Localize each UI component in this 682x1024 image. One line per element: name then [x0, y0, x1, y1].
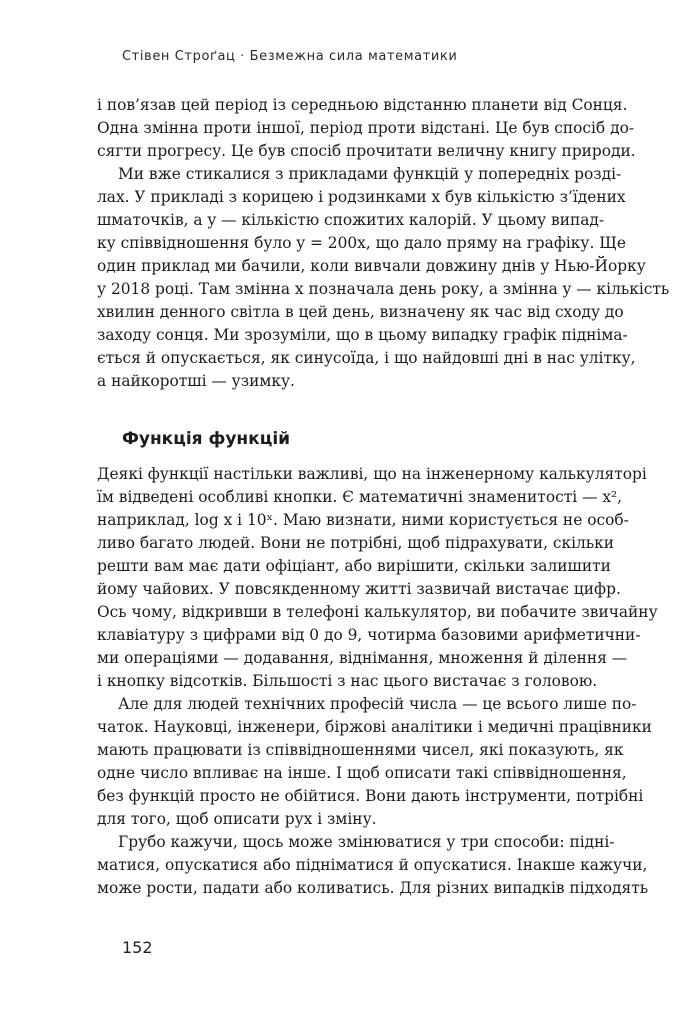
text-line: може рости, падати або коливатись. Для різних випадків підходять	[97, 879, 649, 897]
text-line: Одна змінна проти іншої, період проти відстані. Це був спосіб до-	[97, 119, 635, 137]
text-line: мають працювати із співвідношеннями чисел, які показують, як	[97, 741, 624, 759]
text-block-bottom	[97, 463, 658, 900]
text-line: і кнопку відсотків. Більшості з нас цього вистачає з головою.	[97, 672, 598, 690]
text-line: йому чайових. У повсякденному житті зазвичай вистачає цифр.	[97, 580, 621, 598]
text-line: решти вам має дати офіціант, або вирішити, скільки залишити	[97, 557, 611, 575]
text-line: у 2018 році. Там змінна x позначала день року, а змінна y — кількість	[97, 280, 670, 298]
text-line: для того, щоб описати рух і зміну.	[97, 810, 377, 828]
text-line: ливо багато людей. Вони не потрібні, щоб підрахувати, скільки	[97, 534, 615, 552]
text-line: хвилин денного світла в цей день, визначену як час від сходу до	[97, 303, 624, 321]
text-line: одне число впливає на інше. І щоб описати такі співвідношення,	[97, 764, 627, 782]
text-line: ку співвідношення було y = 200x, що дало пряму на графіку. Ще	[97, 234, 626, 252]
text-line: ється й опускається, як синусоїда, і що найдовші дні в нас улітку,	[97, 349, 636, 367]
text-block-top	[97, 94, 670, 393]
text-line: Деякі функції настільки важливі, що на інженерному калькуляторі	[97, 465, 647, 483]
text-line: ми операціями — додавання, віднімання, множення й ділення —	[97, 649, 628, 667]
text-line: шматочків, а y — кількістю спожитих калорій. У цьому випад-	[97, 211, 605, 229]
text-line: Але для людей технічних професій числа — це всього лише по-	[118, 695, 637, 713]
paragraph-2	[97, 163, 670, 393]
text-line: і пов’язав цей період із середньою відстанню планети від Сонця.	[97, 96, 628, 114]
text-line: а найкоротші — узимку.	[97, 372, 295, 390]
text-line: один приклад ми бачили, коли вивчали довжину днів у Нью-Йорку	[97, 257, 646, 275]
text-line: Ось чому, відкривши в телефоні калькулятор, ви побачите звичайну	[97, 603, 658, 621]
text-line: заходу сонця. Ми зрозуміли, що в цьому випадку графік підніма-	[97, 326, 628, 344]
text-line: Грубо кажучи, щось може змінюватися у три способи: підні-	[118, 833, 615, 851]
text-line: сягти прогресу. Це був спосіб прочитати величну книгу природи.	[97, 142, 636, 160]
text-line: лах. У прикладі з корицею і родзинками x був кількістю з’їдених	[97, 188, 626, 206]
text-line: наприклад, log x і 10ˣ. Маю визнати, ними користується не особ-	[97, 511, 629, 529]
paragraph-1	[97, 94, 636, 163]
text-line: їм відведені особливі кнопки. Є математичні знаменитості — x²,	[97, 488, 623, 506]
text-line: клавіатуру з цифрами від 0 до 9, чотирма базовими арифметични-	[97, 626, 641, 644]
text-line: Ми вже стикалися з прикладами функцій у попередніх розді-	[118, 165, 622, 183]
section-heading: Функція функцій	[122, 429, 291, 449]
text-line: без функцій просто не обійтися. Вони дають інструменти, потрібні	[97, 787, 644, 805]
running-head: Стівен Строґац · Безмежна сила математики	[122, 49, 458, 64]
paragraph-4	[97, 693, 652, 831]
paragraph-3	[97, 463, 658, 693]
page-number: 152	[122, 938, 153, 957]
paragraph-5	[97, 831, 649, 900]
text-line: матися, опускатися або підніматися й опускатися. Інакше кажучи,	[97, 856, 648, 874]
text-line: чаток. Науковці, інженери, біржові аналітики і медичні працівники	[97, 718, 652, 736]
